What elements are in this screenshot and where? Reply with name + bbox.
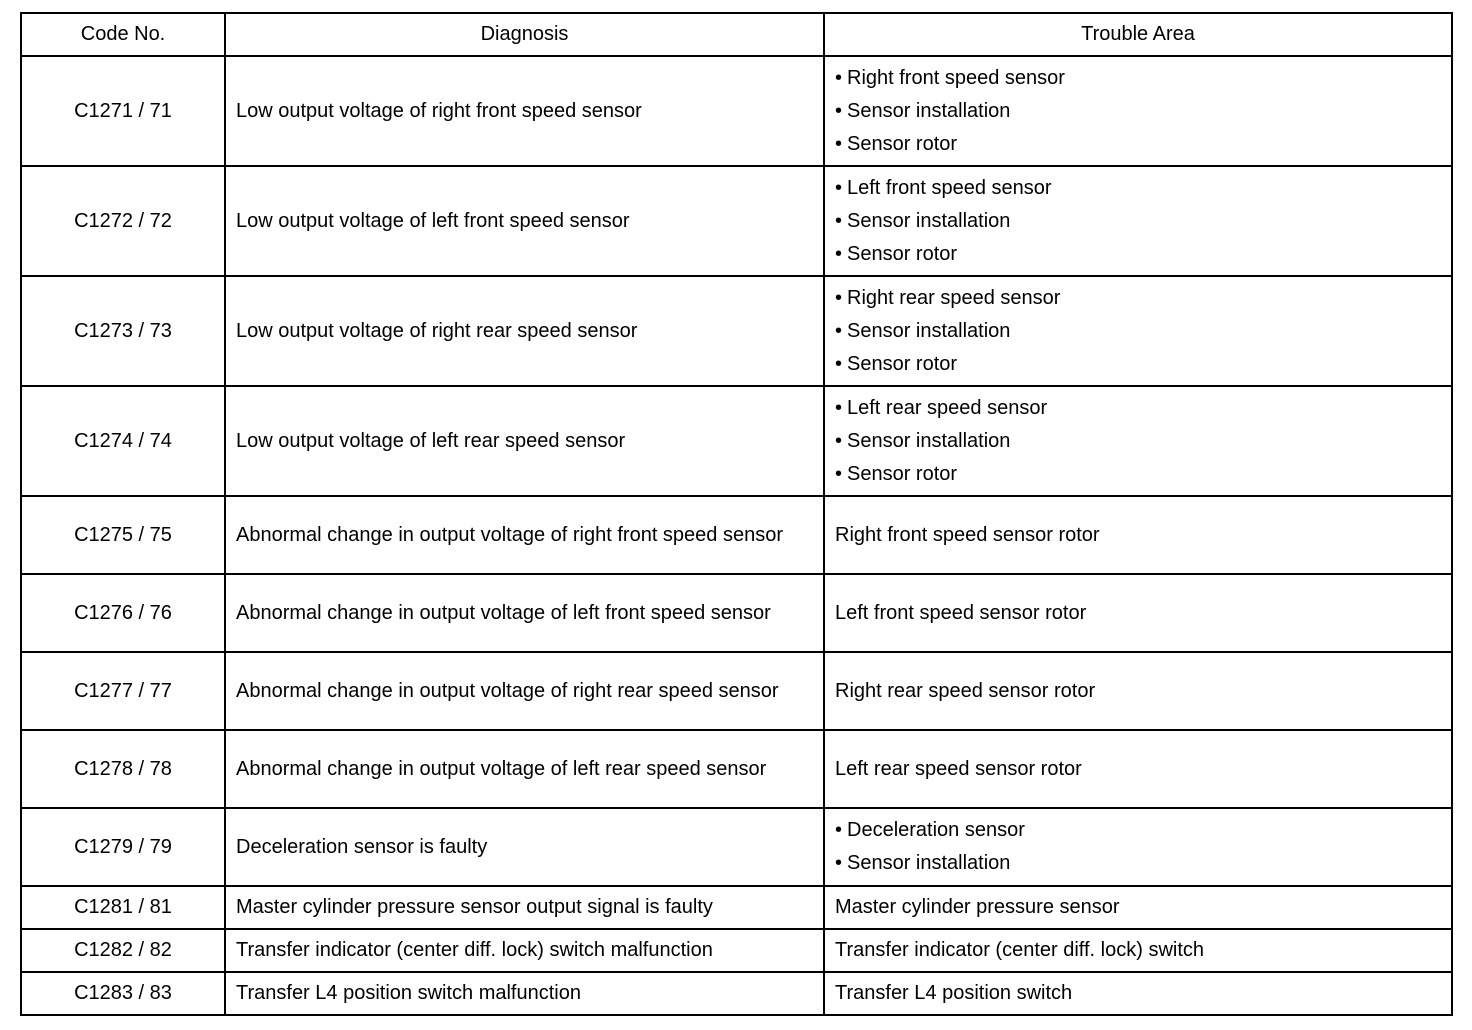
code-cell: C1279 / 79 bbox=[21, 808, 225, 886]
trouble-area-item: • Right front speed sensor bbox=[835, 62, 1441, 95]
trouble-area-item: • Sensor rotor bbox=[835, 128, 1441, 161]
table-row bbox=[21, 652, 1452, 730]
trouble-area-item: • Sensor rotor bbox=[835, 348, 1441, 381]
trouble-area-list bbox=[835, 392, 1441, 491]
diagnosis-cell: Transfer L4 position switch malfunction bbox=[225, 972, 824, 1015]
trouble-area-item: • Sensor installation bbox=[835, 95, 1441, 128]
trouble-area-cell bbox=[824, 808, 1452, 886]
diagnosis-cell: Master cylinder pressure sensor output signal is faulty bbox=[225, 886, 824, 929]
table-row bbox=[21, 276, 1452, 386]
diagnosis-cell: Abnormal change in output voltage of left rear speed sensor bbox=[225, 730, 824, 808]
trouble-area-item: • Sensor installation bbox=[835, 847, 1441, 880]
diagnosis-cell: Abnormal change in output voltage of right front speed sensor bbox=[225, 496, 824, 574]
trouble-area-item: • Left rear speed sensor bbox=[835, 392, 1441, 425]
code-cell: C1278 / 78 bbox=[21, 730, 225, 808]
trouble-area-cell bbox=[824, 386, 1452, 496]
trouble-area-cell bbox=[824, 56, 1452, 166]
trouble-area-list bbox=[835, 172, 1441, 271]
table-row bbox=[21, 730, 1452, 808]
table-row bbox=[21, 166, 1452, 276]
code-cell: C1275 / 75 bbox=[21, 496, 225, 574]
code-cell: C1272 / 72 bbox=[21, 166, 225, 276]
table-row bbox=[21, 929, 1452, 972]
trouble-area-list bbox=[835, 814, 1441, 880]
code-cell: C1277 / 77 bbox=[21, 652, 225, 730]
table-row bbox=[21, 886, 1452, 929]
diagnosis-cell: Low output voltage of left rear speed sensor bbox=[225, 386, 824, 496]
trouble-area-cell bbox=[824, 166, 1452, 276]
diagnosis-cell: Low output voltage of left front speed sensor bbox=[225, 166, 824, 276]
diagnostic-code-table bbox=[20, 12, 1453, 1016]
trouble-area-cell: Left front speed sensor rotor bbox=[824, 574, 1452, 652]
diagnosis-cell: Abnormal change in output voltage of left front speed sensor bbox=[225, 574, 824, 652]
diagnosis-cell: Transfer indicator (center diff. lock) switch malfunction bbox=[225, 929, 824, 972]
table-row bbox=[21, 574, 1452, 652]
trouble-area-item: • Sensor rotor bbox=[835, 238, 1441, 271]
code-cell: C1273 / 73 bbox=[21, 276, 225, 386]
table-row bbox=[21, 808, 1452, 886]
trouble-area-cell bbox=[824, 276, 1452, 386]
header-diagnosis: Diagnosis bbox=[225, 13, 824, 56]
header-row bbox=[21, 13, 1452, 56]
trouble-area-item: • Right rear speed sensor bbox=[835, 282, 1441, 315]
table-row bbox=[21, 386, 1452, 496]
trouble-area-cell: Left rear speed sensor rotor bbox=[824, 730, 1452, 808]
trouble-area-item: • Sensor installation bbox=[835, 205, 1441, 238]
trouble-area-item: • Sensor rotor bbox=[835, 458, 1441, 491]
trouble-area-list bbox=[835, 282, 1441, 381]
trouble-area-item: • Sensor installation bbox=[835, 315, 1441, 348]
diagnosis-cell: Abnormal change in output voltage of right rear speed sensor bbox=[225, 652, 824, 730]
code-cell: C1281 / 81 bbox=[21, 886, 225, 929]
trouble-area-cell: Transfer L4 position switch bbox=[824, 972, 1452, 1015]
table-row bbox=[21, 56, 1452, 166]
trouble-area-item: • Left front speed sensor bbox=[835, 172, 1441, 205]
trouble-area-list bbox=[835, 62, 1441, 161]
trouble-area-cell: Transfer indicator (center diff. lock) switch bbox=[824, 929, 1452, 972]
trouble-area-item: • Deceleration sensor bbox=[835, 814, 1441, 847]
header-trouble-area: Trouble Area bbox=[824, 13, 1452, 56]
trouble-area-item: • Sensor installation bbox=[835, 425, 1441, 458]
code-cell: C1282 / 82 bbox=[21, 929, 225, 972]
code-cell: C1274 / 74 bbox=[21, 386, 225, 496]
diagnosis-cell: Low output voltage of right front speed sensor bbox=[225, 56, 824, 166]
trouble-area-cell: Master cylinder pressure sensor bbox=[824, 886, 1452, 929]
code-cell: C1276 / 76 bbox=[21, 574, 225, 652]
table-row bbox=[21, 496, 1452, 574]
diagnosis-cell: Low output voltage of right rear speed sensor bbox=[225, 276, 824, 386]
trouble-area-cell: Right rear speed sensor rotor bbox=[824, 652, 1452, 730]
diagnosis-cell: Deceleration sensor is faulty bbox=[225, 808, 824, 886]
table-row bbox=[21, 972, 1452, 1015]
trouble-area-cell: Right front speed sensor rotor bbox=[824, 496, 1452, 574]
code-cell: C1283 / 83 bbox=[21, 972, 225, 1015]
header-code-no: Code No. bbox=[21, 13, 225, 56]
code-cell: C1271 / 71 bbox=[21, 56, 225, 166]
